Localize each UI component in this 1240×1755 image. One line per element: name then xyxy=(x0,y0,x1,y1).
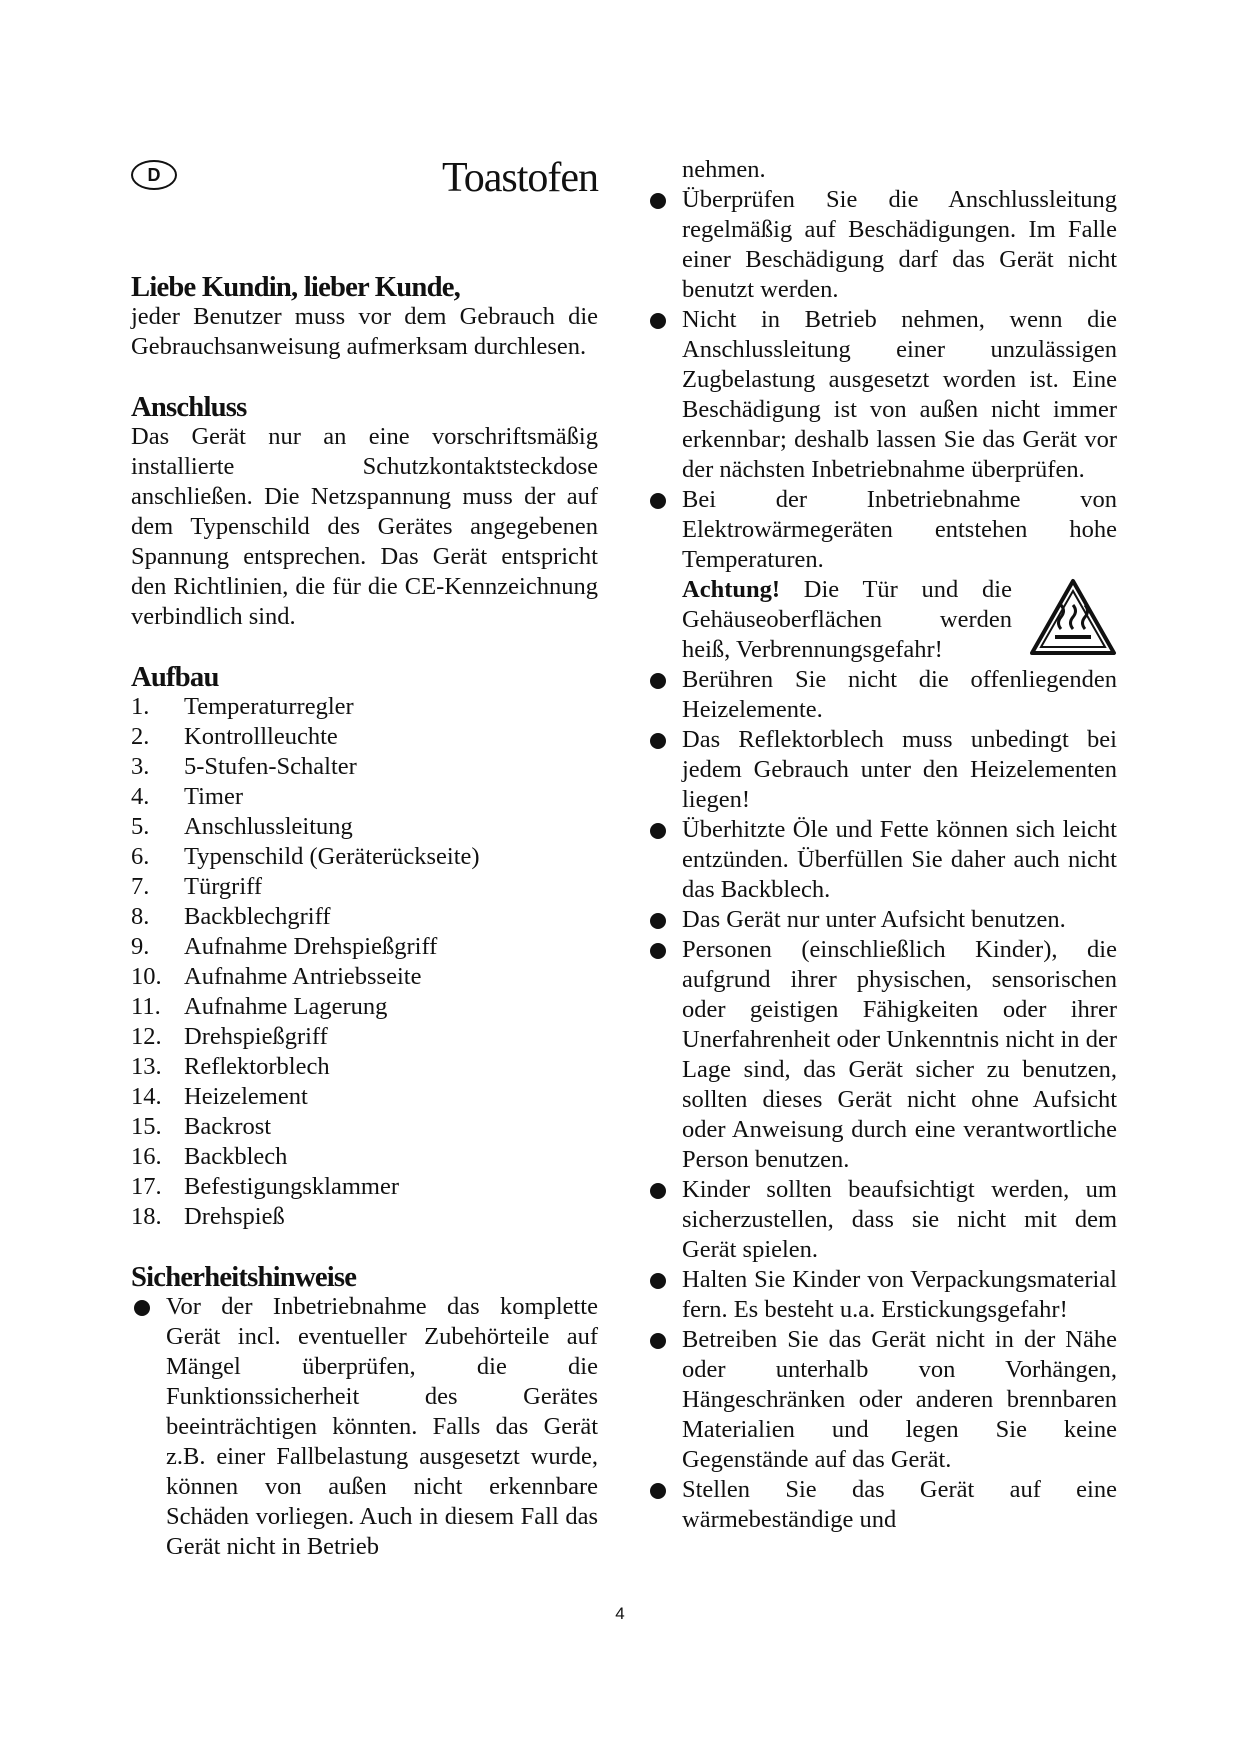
hot-surface-warning-icon xyxy=(1029,577,1117,657)
list-item-number: 7. xyxy=(131,873,150,900)
warning-label: Achtung! xyxy=(682,576,781,603)
list-item-number: 9. xyxy=(131,933,150,960)
list-item xyxy=(131,782,598,812)
aufbau-section xyxy=(131,662,598,1232)
list-item-number: 16. xyxy=(131,1143,162,1170)
left-column xyxy=(131,272,598,1562)
right-column xyxy=(647,155,1117,1535)
list-item-number: 8. xyxy=(131,903,150,930)
sicherheit-heading: Sicherheitshinweise xyxy=(131,1261,357,1293)
list-item xyxy=(131,812,598,842)
anschluss-section xyxy=(131,392,598,632)
list-item xyxy=(131,932,598,962)
sicherheit-section xyxy=(131,1262,598,1562)
warning-block xyxy=(647,575,1117,665)
list-item-label: Timer xyxy=(184,783,244,810)
list-item-label: Kontrollleuchte xyxy=(184,723,338,750)
warning-text: Die Tür und die Gehäuseoberflächen werden heiß, Verbrennungsgefahr! xyxy=(682,576,1012,663)
list-item: Das Gerät nur unter Aufsicht benutzen. xyxy=(647,905,1117,935)
page-number: 4 xyxy=(615,1604,625,1623)
warning-text-block xyxy=(682,575,1012,665)
list-item xyxy=(131,992,598,1022)
list-item: Das Reflektorblech muss unbedingt bei jedem Gebrauch unter den Heizelementen liegen! xyxy=(647,725,1117,815)
parts-list xyxy=(131,692,598,1232)
list-item-label: Drehspieß xyxy=(184,1203,285,1230)
list-item: Stellen Sie das Gerät auf eine wärmebeständige und xyxy=(647,1475,1117,1535)
list-item xyxy=(131,752,598,782)
list-item-label: Reflektorblech xyxy=(184,1053,330,1080)
list-item-label: 5-Stufen-Schalter xyxy=(184,753,357,780)
anschluss-heading: Anschluss xyxy=(131,391,247,423)
intro-section xyxy=(131,272,598,362)
list-item-number: 5. xyxy=(131,813,150,840)
list-item-number: 14. xyxy=(131,1083,162,1110)
list-item-number: 13. xyxy=(131,1053,162,1080)
list-item-number: 11. xyxy=(131,993,161,1020)
safety-list-left xyxy=(131,1292,598,1562)
list-item xyxy=(131,1112,598,1142)
list-item: Überhitzte Öle und Fette können sich leicht entzünden. Überfüllen Sie daher auch nicht das Backblech. xyxy=(647,815,1117,905)
list-item: Vor der Inbetriebnahme das komplette Gerät incl. eventueller Zubehörteile auf Mängel überprüfen, die die Funktionssicherheit des Gerätes beeinträchtigen könnten. Falls das Gerät z.B. einer Fallbelastung ausgesetzt wurde, können von außen nicht erkennbare Schäden vorliegen. Auch in diesem Fall das Gerät nicht in Betrieb xyxy=(131,1292,598,1562)
safety-list-right xyxy=(647,155,1117,1535)
list-item xyxy=(131,1052,598,1082)
list-item: Betreiben Sie das Gerät nicht in der Nähe oder unterhalb von Vorhängen, Hängeschränken oder anderen brennbaren Materialien und legen Sie keine Gegenstände auf das Gerät. xyxy=(647,1325,1117,1475)
list-item-label: Aufnahme Antriebsseite xyxy=(184,963,422,990)
list-item-label: Aufnahme Drehspießgriff xyxy=(184,933,438,960)
list-item-number: 15. xyxy=(131,1113,162,1140)
list-item xyxy=(131,692,598,722)
list-item-number: 2. xyxy=(131,723,150,750)
list-item-continuation: nehmen. xyxy=(682,156,766,183)
list-item-label: Heizelement xyxy=(184,1083,308,1110)
list-item xyxy=(131,872,598,902)
list-item-label: Backblechgriff xyxy=(184,903,331,930)
list-item-number: 10. xyxy=(131,963,162,990)
list-item-label: Typenschild (Geräterückseite) xyxy=(184,843,480,870)
list-item-label: Backblech xyxy=(184,1143,288,1170)
list-item xyxy=(131,1082,598,1112)
aufbau-heading: Aufbau xyxy=(131,661,219,693)
intro-heading: Liebe Kundin, lieber Kunde, xyxy=(131,271,460,303)
list-item-number: 3. xyxy=(131,753,150,780)
list-item: Nicht in Betrieb nehmen, wenn die Anschlussleitung einer unzulässigen Zugbelastung ausgesetzt worden ist. Eine Beschädigung ist von außen nicht immer erkennbar; deshalb lassen Sie das Gerät vor der nächsten Inbetriebnahme überprüfen. xyxy=(647,305,1117,485)
list-item-label: Backrost xyxy=(184,1113,272,1140)
list-item: Halten Sie Kinder von Verpackungsmaterial fern. Es besteht u.a. Erstickungsgefahr! xyxy=(647,1265,1117,1325)
list-item-label: Befestigungsklammer xyxy=(184,1173,400,1200)
list-item: Berühren Sie nicht die offenliegenden Heizelemente. xyxy=(647,665,1117,725)
list-item: Kinder sollten beaufsichtigt werden, um sicherzustellen, dass sie nicht mit dem Gerät spielen. xyxy=(647,1175,1117,1265)
list-item-label: Drehspießgriff xyxy=(184,1023,328,1050)
language-badge: D xyxy=(131,160,177,190)
list-item-label: Anschlussleitung xyxy=(184,813,353,840)
list-item-number: 4. xyxy=(131,783,150,810)
list-item-number: 17. xyxy=(131,1173,162,1200)
list-item-label: Türgriff xyxy=(184,873,263,900)
list-item xyxy=(131,842,598,872)
page-title: Toastofen xyxy=(441,155,598,201)
list-item: Bei der Inbetriebnahme von Elektrowärmegeräten entstehen hohe Temperaturen. xyxy=(647,485,1117,575)
list-item xyxy=(131,722,598,752)
list-item xyxy=(131,902,598,932)
list-item-number: 1. xyxy=(131,693,150,720)
list-item-label: Temperaturregler xyxy=(184,693,354,720)
list-item: Überprüfen Sie die Anschlussleitung regelmäßig auf Beschädigungen. Im Falle einer Beschädigung darf das Gerät nicht benutzt werden. xyxy=(647,185,1117,305)
list-item: Personen (einschließlich Kinder), die aufgrund ihrer physischen, sensorischen oder geistigen Fähigkeiten oder ihrer Unerfahrenheit oder Unkenntnis nicht in der Lage sind, das Gerät sicher zu benutzen, sollten dieses Gerät nicht ohne Aufsicht oder Anweisung durch eine verantwortliche Person benutzen. xyxy=(647,935,1117,1175)
list-item xyxy=(131,962,598,992)
list-item-number: 18. xyxy=(131,1203,162,1230)
intro-text: jeder Benutzer muss vor dem Gebrauch die Gebrauchsanweisung aufmerksam durchlesen. xyxy=(131,303,598,360)
list-item xyxy=(131,1142,598,1172)
list-item-label: Aufnahme Lagerung xyxy=(184,993,388,1020)
list-item xyxy=(131,1172,598,1202)
anschluss-text: Das Gerät nur an eine vorschriftsmäßig installierte Schutzkontaktsteckdose anschließen. Die Netzspannung muss der auf dem Typenschild des Gerätes angegebenen Spannung entsprechen. Das Gerät entspricht den Richtlinien, die für die CE-Kennzeichnung verbindlich sind. xyxy=(131,423,598,630)
list-item-number: 6. xyxy=(131,843,150,870)
list-item-number: 12. xyxy=(131,1023,162,1050)
list-item xyxy=(131,1202,598,1232)
list-item xyxy=(131,1022,598,1052)
